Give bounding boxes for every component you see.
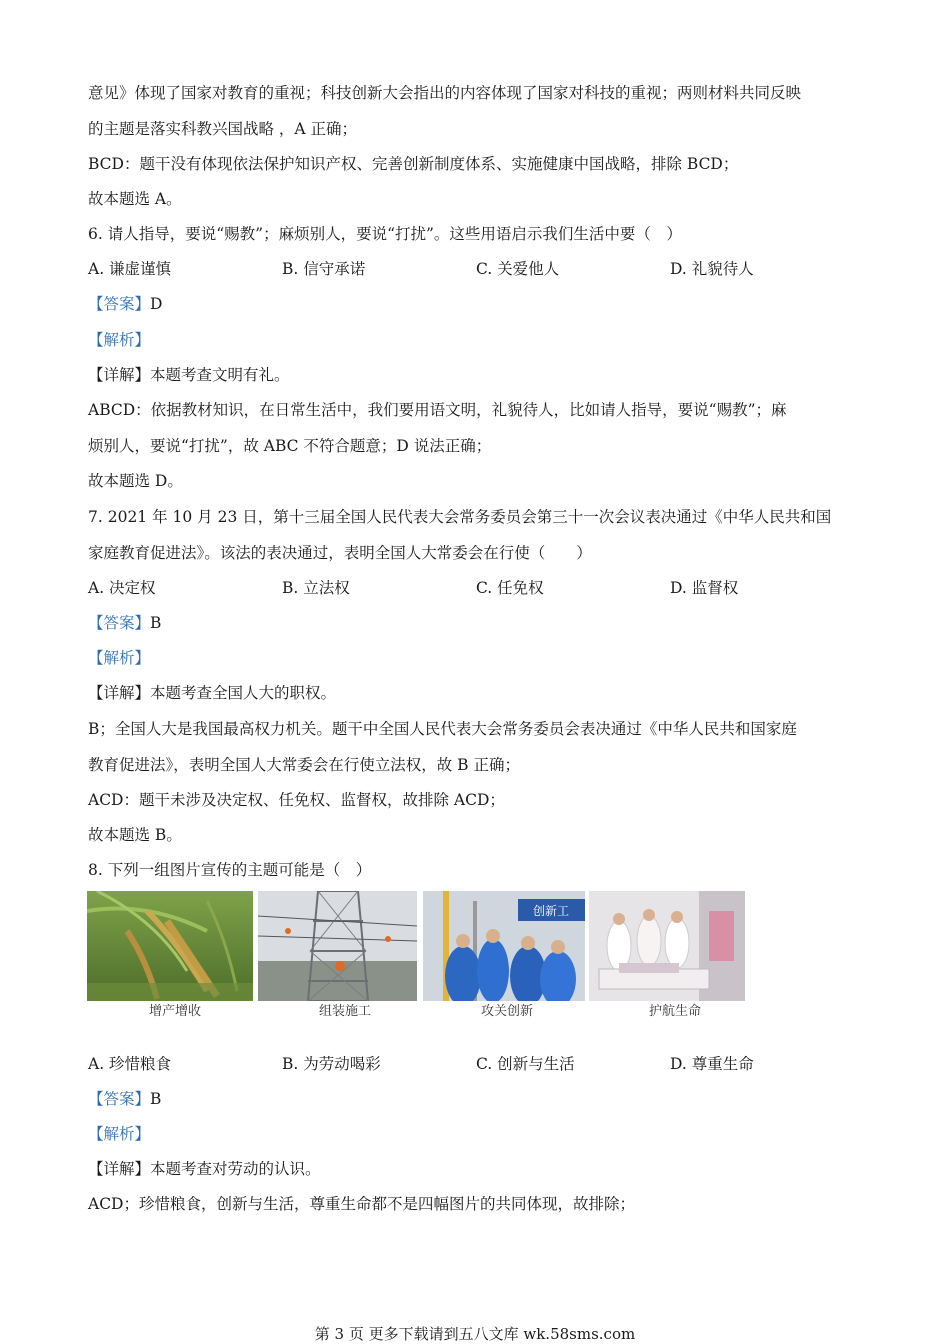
q6-analysis [88,330,150,350]
q6-explanation-line-2: 烦别人，要说“打扰”，故 ABC 不符合题意；D 说法正确； [88,437,492,455]
answer-value: D [150,295,163,313]
q8-option-d: D. 尊重生命 [670,1055,754,1073]
q8-analysis [88,1124,150,1144]
detail-tag: 【详解】 [88,366,151,384]
prev-explanation-line-2: 的主题是落实科教兴国战略 ，A 正确； [88,120,358,138]
q7-option-a: A. 决定权 [88,579,156,597]
detail-text: 本题考查文明有礼。 [150,366,290,384]
photo-medical-care [589,891,745,1001]
q7-answer [88,613,161,633]
caption-2: 组装施工 [318,1004,371,1019]
q6-option-b: B. 信守承诺 [282,260,366,278]
detail-tag: 【详解】 [88,1160,151,1178]
q6-answer [88,294,162,314]
page-footer: 第 3 页 更多下载请到五八文库 wk.58sms.com [314,1325,636,1343]
q8-option-a: A. 珍惜粮食 [88,1055,172,1073]
answer-value: B [150,614,162,632]
q7-explanation-line-2: 教育促进法》，表明全国人大常委会在行使立法权，故 B 正确； [88,756,520,774]
prev-explanation-line-3: BCD：题干没有体现依法保护知识产权、完善创新制度体系、实施健康中国战略，排除 BCD； [88,155,739,173]
q6-explanation-line-1: ABCD：依据教材知识，在日常生活中，我们要用语文明，礼貌待人，比如请人指导，要说“赐教”；麻 [88,401,787,419]
q7-option-b: B. 立法权 [282,579,350,597]
q7-detail [88,683,336,703]
analysis-tag: 【解析】 [88,1125,151,1143]
photo-rice-harvest [87,891,253,1001]
q7-conclusion: 故本题选 B。 [88,826,182,844]
analysis-tag: 【解析】 [88,649,151,667]
photo-tower-construction [258,891,417,1001]
caption-1: 增产增收 [148,1004,201,1019]
q6-detail [88,365,290,385]
detail-text: 本题考查全国人大的职权。 [150,684,337,702]
photo-workers-innovation [423,891,585,1001]
q8-explanation-line-1: ACD；珍惜粮食，创新与生活，尊重生命都不是四幅图片的共同体现，故排除； [88,1195,635,1213]
q7-option-c: C. 任免权 [476,579,544,597]
q6-conclusion: 故本题选 D。 [88,472,183,490]
detail-text: 本题考查对劳动的认识。 [150,1160,321,1178]
prev-conclusion: 故本题选 A。 [88,190,182,208]
q8-option-c: C. 创新与生活 [476,1055,575,1073]
q8-detail [88,1159,321,1179]
answer-value: B [150,1090,162,1108]
q8-answer [88,1089,161,1109]
q7-explanation-line-1: B；全国人大是我国最高权力机关。题干中全国人民代表大会常务委员会表决通过《中华人民共和国家庭 [88,720,797,738]
analysis-tag: 【解析】 [88,331,151,349]
detail-tag: 【详解】 [88,684,151,702]
q8-stem: 8. 下列一组图片宣传的主题可能是（ ） [88,861,372,879]
q7-stem-line-2: 家庭教育促进法》。该法的表决通过，表明全国人大常委会在行使（ ） [88,544,592,562]
answer-tag: 【答案】 [88,1090,151,1108]
caption-4: 护航生命 [648,1004,701,1019]
q6-stem: 6. 请人指导，要说“赐教”；麻烦别人，要说“打扰”。这些用语启示我们生活中要（ ） [88,225,682,243]
q7-explanation-line-3: ACD：题干未涉及决定权、任免权、监督权，故排除 ACD； [88,791,505,809]
photo-banner-text: 创新工 [532,904,570,918]
q7-option-d: D. 监督权 [670,579,739,597]
q8-option-b: B. 为劳动喝彩 [282,1055,381,1073]
answer-tag: 【答案】 [88,614,151,632]
answer-tag: 【答案】 [88,295,151,313]
caption-3: 攻关创新 [480,1004,533,1019]
q7-analysis [88,648,150,668]
q6-option-a: A. 谦虚谨慎 [88,260,172,278]
q7-stem-line-1: 7. 2021 年 10 月 23 日，第十三届全国人民代表大会常务委员会第三十一次会议表决通过《中华人民共和国 [88,508,832,526]
q6-option-c: C. 关爱他人 [476,260,560,278]
q6-option-d: D. 礼貌待人 [670,260,754,278]
prev-explanation-line-1: 意见》体现了国家对教育的重视；科技创新大会指出的内容体现了国家对科技的重视；两则材料共同反映 [88,84,802,102]
